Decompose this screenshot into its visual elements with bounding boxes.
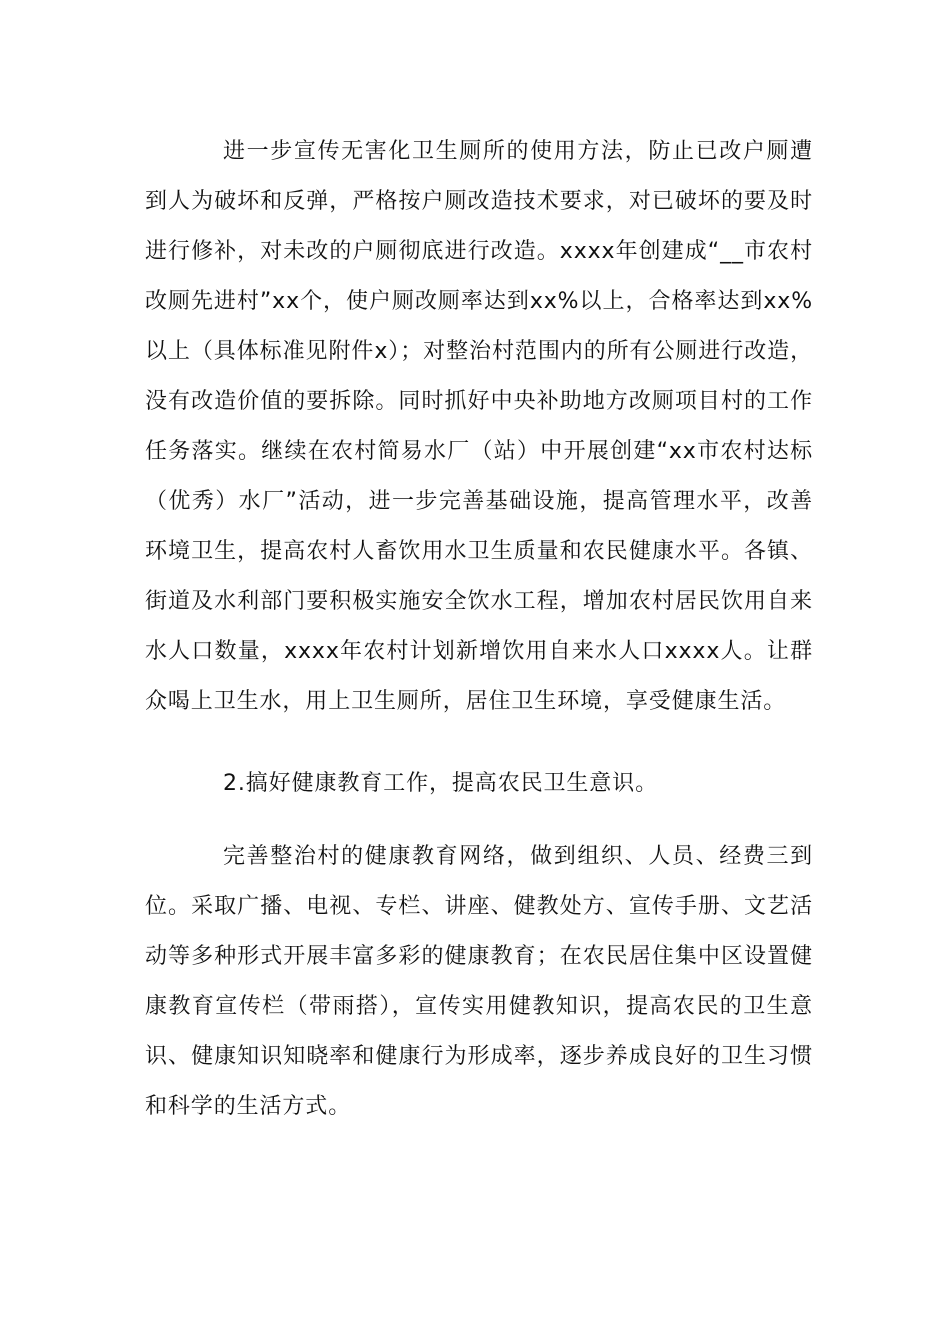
paragraph-toilet-renovation: 进一步宣传无害化卫生厕所的使用方法，防止已改户厕遭到人为破坏和反弹，严格按户厕改造技术要求，对已破坏的要及时进行修补，对未改的户厕彻底进行改造。xxxx年创建成“__市农村改厕先进村”xx个，使户厕改厕率达到xx%以上，合格率达到xx%以上（具体标准见附件x）；对整治村范围内的所有公厕进行改造，没有改造价值的要拆除。同时抓好中央补助地方改厕项目村的工作任务落实。继续在农村简易水厂（站）中开展创建“xx市农村达标（优秀）水厂”活动，进一步完善基础设施，提高管理水平，改善环境卫生，提高农村人畜饮用水卫生质量和农民健康水平。各镇、街道及水利部门要积极实施安全饮水工程，增加农村居民饮用自来水人口数量，xxxx年农村计划新增饮用自来水人口xxxx人。让群众喝上卫生水，用上卫生厕所，居住卫生环境，享受健康生活。 bbox=[145, 139, 813, 714]
section-heading-health-education: 2.搞好健康教育工作，提高农民卫生意识。 bbox=[223, 771, 658, 796]
paragraph-health-education: 完善整治村的健康教育网络，做到组织、人员、经费三到位。采取广播、电视、专栏、讲座、健教处方、宣传手册、文艺活动等多种形式开展丰富多彩的健康教育；在农民居住集中区设置健康教育宣传栏（带雨搭），宣传实用健教知识，提高农民的卫生意识、健康知识知晓率和健康行为形成率，逐步养成良好的卫生习惯和科学的生活方式。 bbox=[145, 844, 813, 1119]
